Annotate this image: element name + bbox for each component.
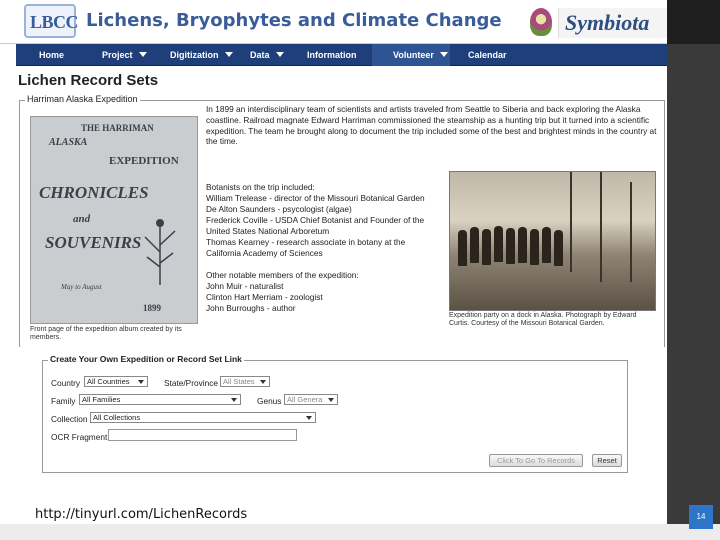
- slide-page-number: 14: [689, 505, 713, 529]
- country-select[interactable]: [84, 376, 148, 387]
- slide-url[interactable]: http://tinyurl.com/LichenRecords: [35, 507, 248, 522]
- others-heading: Other notable members of the expedition:: [206, 270, 359, 280]
- botanist-item: United States National Arboretum: [206, 226, 330, 236]
- chevron-down-icon: [225, 52, 233, 57]
- album-line: and: [73, 213, 91, 225]
- site-banner: [0, 0, 667, 44]
- lbcc-logo[interactable]: [24, 4, 79, 38]
- symbiota-logo-text: Symbiota: [565, 10, 650, 35]
- chevron-down-icon: [306, 416, 312, 420]
- ship-mast: [630, 182, 632, 282]
- left-gutter: [0, 44, 16, 524]
- album-line: 1899: [143, 303, 161, 313]
- expedition-photo: [449, 171, 656, 311]
- ocr-label: OCR Fragment: [51, 432, 108, 442]
- family-label: Family: [51, 396, 76, 406]
- nav-item-home[interactable]: [39, 50, 64, 60]
- state-label: State/Province: [164, 378, 218, 388]
- album-line: May to August: [61, 283, 102, 291]
- go-to-records-button[interactable]: Click To Go To Records: [489, 454, 583, 467]
- person-figure: [530, 229, 539, 265]
- chevron-down-icon: [231, 398, 237, 402]
- page-title: Lichen Record Sets: [18, 72, 159, 89]
- family-value: All Families: [82, 395, 121, 404]
- nav-label: Data: [250, 50, 270, 60]
- chevron-down-icon: [276, 52, 284, 57]
- collection-label: Collection: [51, 414, 88, 424]
- member-item: Clinton Hart Merriam - zoologist: [206, 292, 323, 302]
- chevron-down-icon: [440, 52, 448, 57]
- botanist-item: De Alton Saunders - psycologist (algae): [206, 204, 352, 214]
- person-figure: [494, 226, 503, 262]
- nav-item-digitization[interactable]: [170, 50, 233, 60]
- ocr-fragment-input[interactable]: [108, 429, 297, 441]
- nav-label: Project: [102, 50, 133, 60]
- country-value: All Countries: [87, 377, 130, 386]
- nav-label: Volunteer: [393, 50, 434, 60]
- album-cover-image: [30, 116, 198, 324]
- genus-value: All Genera: [287, 395, 323, 404]
- plant-sketch-icon: [135, 197, 185, 287]
- chevron-down-icon: [138, 380, 144, 384]
- nav-item-data[interactable]: [250, 50, 284, 60]
- state-value: All States: [223, 377, 255, 386]
- person-figure: [542, 227, 551, 263]
- symbiota-logo[interactable]: [558, 8, 667, 38]
- person-figure: [518, 227, 527, 263]
- person-figure: [482, 229, 491, 265]
- person-figure: [458, 230, 467, 266]
- chevron-down-icon: [139, 52, 147, 57]
- botanist-item: William Trelease - director of the Missouri Botanical Garden: [206, 193, 425, 203]
- expedition-intro: In 1899 an interdisciplinary team of scientists and artists traveled from Seattle to Siberia and back exploring the Alaska coastline. Railroad magnate Edward Harriman commissioned the steamship as a hunting trip but it turned into a scientific expedition. The team he brought along to document the trip included some of the best and brightest minds in the country at the time.: [206, 104, 657, 147]
- slide-side-band: [667, 0, 720, 540]
- nav-label: Information: [307, 50, 357, 60]
- album-line: SOUVENIRS: [45, 233, 142, 252]
- collection-value: All Collections: [93, 413, 141, 422]
- slide-bottom-strip: [0, 524, 720, 540]
- botanist-item: Frederick Coville - USDA Chief Botanist and Founder of the: [206, 215, 425, 225]
- album-line: CHRONICLES: [39, 183, 149, 202]
- album-line: EXPEDITION: [109, 155, 179, 167]
- site-title: Lichens, Bryophytes and Climate Change: [86, 10, 502, 31]
- lbcc-logo-text: LBCC: [30, 12, 79, 32]
- album-line: THE HARRIMAN: [81, 123, 154, 133]
- reset-button[interactable]: Reset: [592, 454, 622, 467]
- botanists-heading: Botanists on the trip included:: [206, 182, 315, 192]
- botanist-item: California Academy of Sciences: [206, 248, 323, 258]
- genus-label: Genus: [257, 396, 282, 406]
- photo-caption: Expedition party on a dock in Alaska. Photograph by Edward Curtis. Courtesy of the Missouri Botanical Garden.: [449, 312, 637, 327]
- family-select[interactable]: [79, 394, 241, 405]
- nav-label: Digitization: [170, 50, 219, 60]
- nav-item-project[interactable]: [102, 50, 147, 60]
- nav-item-volunteer[interactable]: [393, 50, 448, 60]
- expedition-legend: Harriman Alaska Expedition: [27, 94, 138, 104]
- member-item: John Muir - naturalist: [206, 281, 284, 291]
- chevron-down-icon: [260, 380, 266, 384]
- ship-mast: [570, 172, 572, 272]
- person-figure: [506, 228, 515, 264]
- form-legend: Create Your Own Expedition or Record Set Link: [50, 354, 242, 364]
- flower-logo-icon: [530, 8, 552, 36]
- person-figure: [554, 230, 563, 266]
- nav-label: Home: [39, 50, 65, 60]
- genus-select[interactable]: [284, 394, 338, 405]
- collection-select[interactable]: [90, 412, 316, 423]
- nav-item-information[interactable]: [307, 50, 357, 60]
- state-select[interactable]: [220, 376, 270, 387]
- album-line: ALASKA: [49, 137, 88, 148]
- person-figure: [470, 227, 479, 263]
- country-label: Country: [51, 378, 81, 388]
- nav-item-calendar[interactable]: [468, 50, 507, 60]
- member-item: John Burroughs - author: [206, 303, 296, 313]
- nav-label: Calendar: [468, 50, 507, 60]
- botanist-item: Thomas Kearney - research associate in botany at the: [206, 237, 406, 247]
- chevron-down-icon: [328, 398, 334, 402]
- slide-top-corner: [667, 0, 720, 44]
- album-caption: Front page of the expedition album created by its members.: [30, 326, 182, 341]
- ship-mast: [600, 172, 602, 282]
